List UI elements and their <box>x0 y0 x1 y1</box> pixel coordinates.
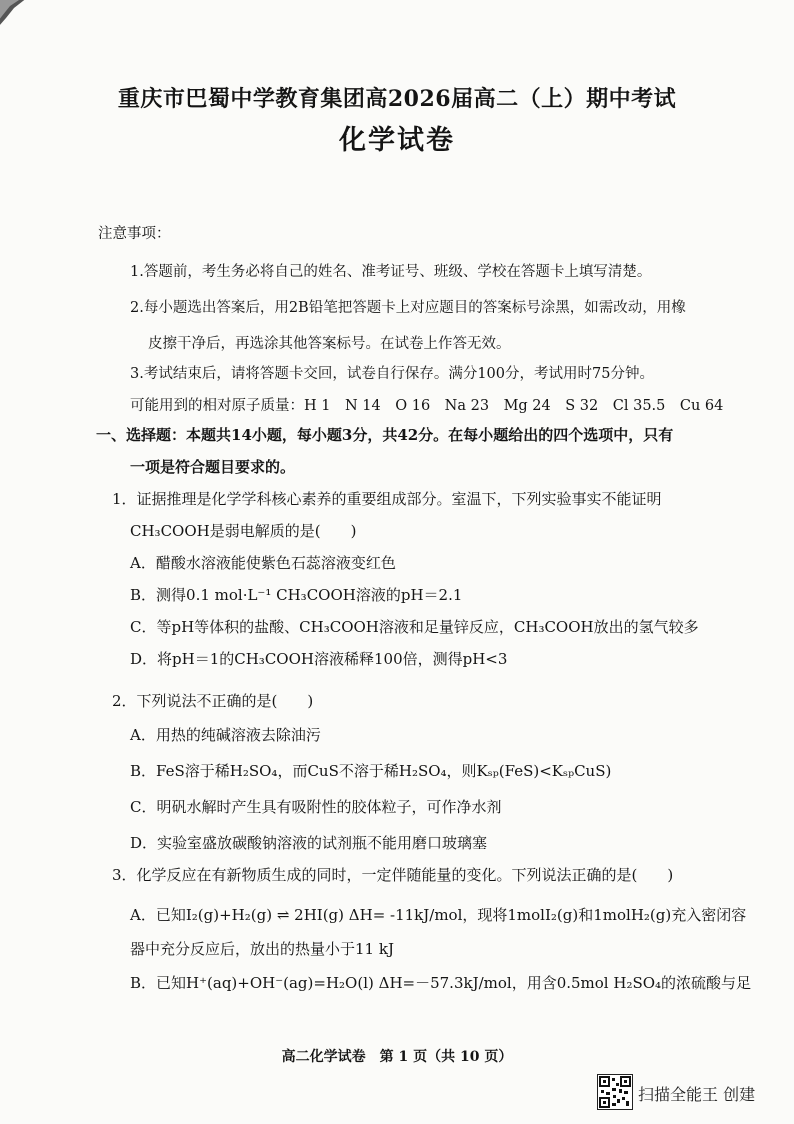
atomic-masses: 可能用到的相对原子质量：H 1 N 14 O 16 Na 23 Mg 24 S 32 Cl 35.5 Cu 64 <box>130 398 724 414</box>
q1-stem-line-2: CH₃COOH是弱电解质的是( ) <box>130 522 357 540</box>
scanner-watermark: 扫描全能王 创建 <box>638 1085 756 1104</box>
page-footer: 高二化学试卷 第 1 页（共 10 页） <box>281 1049 513 1065</box>
notice-heading: 注意事项： <box>98 226 171 242</box>
q3-stem: 3．化学反应在有新物质生成的同时，一定伴随能量的变化。下列说法正确的是( ) <box>112 866 674 884</box>
q1-option-b: B．测得0.1 mol·L⁻¹ CH₃COOH溶液的pH＝2.1 <box>130 586 463 604</box>
subject-title: 化学试卷 <box>339 125 455 156</box>
q2-option-c: C．明矾水解时产生具有吸附性的胶体粒子，可作净水剂 <box>130 798 502 816</box>
notice-item-1: 1.答题前，考生务必将自己的姓名、准考证号、班级、学校在答题卡上填写清楚。 <box>130 264 652 280</box>
q1-option-d: D．将pH＝1的CH₃COOH溶液稀释100倍，测得pH<3 <box>130 650 508 668</box>
notice-item-2: 2.每小题选出答案后，用2B铅笔把答题卡上对应题目的答案标号涂黑，如需改动，用橡 <box>130 300 686 316</box>
q1-option-c: C．等pH等体积的盐酸、CH₃COOH溶液和足量锌反应，CH₃COOH放出的氢气较多 <box>130 618 699 636</box>
q2-stem: 2．下列说法不正确的是( ) <box>112 692 314 710</box>
section-1-line-2: 一项是符合题目要求的。 <box>130 458 296 476</box>
q2-option-b: B．FeS溶于稀H₂SO₄，而CuS不溶于稀H₂SO₄，则Kₛₚ(FeS)<KₛₚCuS) <box>130 762 612 780</box>
q1-option-a: A．醋酸水溶液能使紫色石蕊溶液变红色 <box>130 554 396 572</box>
q2-option-a: A．用热的纯碱溶液去除油污 <box>130 726 321 744</box>
notice-item-2-cont: 皮擦干净后，再选涂其他答案标号。在试卷上作答无效。 <box>148 336 511 352</box>
corner-decoration <box>0 0 32 34</box>
qr-code-icon <box>597 1074 633 1110</box>
exam-title: 重庆市巴蜀中学教育集团高2026届高二（上）期中考试 <box>117 86 677 112</box>
q3-option-a-line-2: 器中充分反应后，放出的热量小于11 kJ <box>130 940 394 958</box>
section-1-line-1: 一、选择题：本题共14小题，每小题3分，共42分。在每小题给出的四个选项中，只有 <box>96 426 674 444</box>
q3-option-a-line-1: A．已知I₂(g)+H₂(g) ⇌ 2HI(g) ΔH= -11kJ/mol，现将1molI₂(g)和1molH₂(g)充入密闭容 <box>130 906 747 924</box>
q2-option-d: D．实验室盛放碳酸钠溶液的试剂瓶不能用磨口玻璃塞 <box>130 834 488 852</box>
notice-item-3: 3.考试结束后，请将答题卡交回，试卷自行保存。满分100分，考试用时75分钟。 <box>130 366 654 382</box>
q3-option-b-line-1: B．已知H⁺(aq)+OH⁻(ag)=H₂O(l) ΔH=－57.3kJ/mol，用含0.5mol H₂SO₄的浓硫酸与足 <box>130 974 752 992</box>
q1-stem-line-1: 1．证据推理是化学学科核心素养的重要组成部分。室温下，下列实验事实不能证明 <box>112 490 662 508</box>
